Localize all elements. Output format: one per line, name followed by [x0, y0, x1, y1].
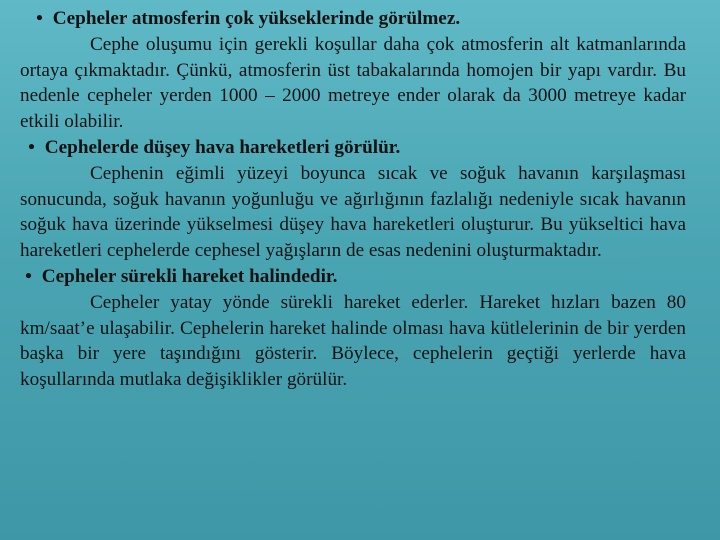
bullet-dot: •	[36, 8, 43, 29]
bullet-heading-2	[20, 135, 686, 161]
slide-content	[20, 6, 686, 393]
heading-text: Cephelerde düşey hava hareketleri görülür.	[44, 136, 401, 158]
bullet-heading-1	[20, 6, 686, 32]
bullet-heading-3	[20, 264, 686, 290]
paragraph-1: Cephe oluşumu için gerekli koşullar daha çok atmosferin alt katmanlarında ortaya çıkmaktadır. Çünkü, atmosferin üst tabakalarında homojen bir yapı vardır. Bu nedenle cepheler yerden 1000 – 2000 metreye ender olarak da 3000 metreye kadar etkili olabilir.	[20, 33, 686, 133]
heading-text: Cepheler atmosferin çok yükseklerinde görülmez.	[52, 8, 461, 29]
paragraph-2: Cephenin eğimli yüzeyi boyunca sıcak ve soğuk havanın karşılaşması sonucunda, soğuk havanın yoğunluğu ve ağırlığının fazlalığı nedeniyle sıcak havanın soğuk hava üzerinde yükselmesi düşey hava hareketleri oluşturur. Bu yükseltici hava hareketleri cephelerde cephesel yağışların de esas nedenini oluşturmaktadır.	[20, 162, 686, 262]
bullet-dot: •	[25, 265, 32, 287]
paragraph-3: Cepheler yatay yönde sürekli hareket ederler. Hareket hızları bazen 80 km/saat’e ulaşabilir. Cephelerin hareket halinde olması hava kütlelerinin de bir yerden başka bir yere taşındığını gösterir. Böylece, cephelerin geçtiği yerlerde hava koşullarında mutlaka değişiklikler görülür.	[20, 291, 686, 391]
bullet-dot: •	[28, 136, 35, 158]
heading-text: Cepheler sürekli hareket halindedir.	[41, 265, 338, 287]
